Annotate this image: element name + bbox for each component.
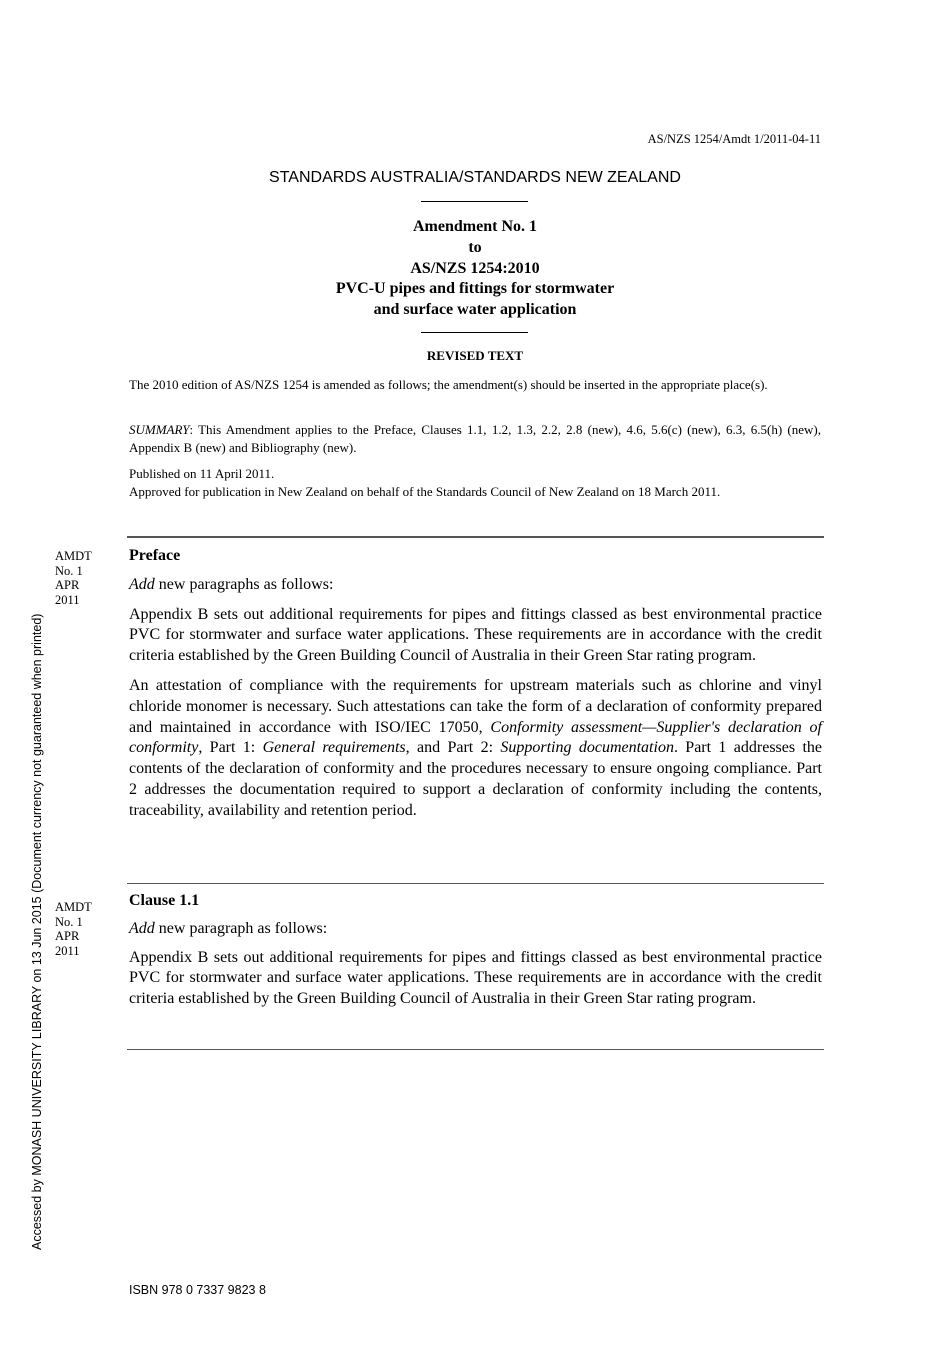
title-line: PVC-U pipes and fittings for stormwater xyxy=(335,280,615,298)
title-line: and surface water application xyxy=(373,301,577,319)
section-preface xyxy=(129,546,822,822)
summary xyxy=(129,421,821,456)
section-divider xyxy=(127,536,824,538)
amendment-title xyxy=(0,217,950,321)
intro-statement: The 2010 edition of AS/NZS 1254 is amended as follows; the amendment(s) should be inserted in the appropriate place(s). xyxy=(129,377,768,392)
revised-text-heading: REVISED TEXT xyxy=(426,348,524,363)
section-divider xyxy=(127,883,824,884)
divider xyxy=(421,332,528,333)
instruction: Add new paragraph as follows: xyxy=(129,919,328,937)
amendment-margin-note: AMDT No. 1 APR 2011 xyxy=(55,549,92,607)
paragraph: Appendix B sets out additional requirements for pipes and fittings classed as best environmental practice PVC for stormwater and surface water applications. These requirements are in accordance with the credit criteria established by the Green Building Council of Australia in their Green Star rating program. xyxy=(129,605,822,665)
paragraph: Appendix B sets out additional requirements for pipes and fittings classed as best environmental practice PVC for stormwater and surface water applications. These requirements are in accordance with the credit criteria established by the Green Building Council of Australia in their Green Star rating program. xyxy=(129,948,822,1008)
summary-label: SUMMARY xyxy=(129,422,190,437)
divider xyxy=(421,201,528,202)
document-reference: AS/NZS 1254/Amdt 1/2011-04-11 xyxy=(647,132,821,146)
approval-note: Approved for publication in New Zealand on behalf of the Standards Council of New Zealand on 18 March 2011. xyxy=(129,483,721,499)
instruction: Add new paragraphs as follows: xyxy=(129,575,334,593)
section-clause-1-1 xyxy=(129,891,822,1010)
access-watermark: Accessed by MONASH UNIVERSITY LIBRARY on 13 Jun 2015 (Document currency not guaranteed when printed) xyxy=(30,613,44,1250)
organization-name: STANDARDS AUSTRALIA/STANDARDS NEW ZEALAND xyxy=(269,169,681,186)
summary-text: : This Amendment applies to the Preface, Clauses 1.1, 1.2, 1.3, 2.2, 2.8 (new), 4.6, 5.6(c) (new), 6.3, 6.5(h) (new), Appendix B (new) and Bibliography (new). xyxy=(129,422,821,455)
section-divider xyxy=(127,1049,824,1050)
amendment-margin-note: AMDT No. 1 APR 2011 xyxy=(55,900,92,958)
title-line: to xyxy=(468,238,482,256)
title-line: Amendment No. 1 xyxy=(413,218,537,235)
isbn: ISBN 978 0 7337 9823 8 xyxy=(129,1283,266,1297)
section-heading: Clause 1.1 xyxy=(129,892,200,909)
section-heading: Preface xyxy=(129,547,181,564)
published-date: Published on 11 April 2011. xyxy=(129,466,275,481)
title-line: AS/NZS 1254:2010 xyxy=(410,259,540,277)
publication-info xyxy=(129,465,821,500)
paragraph: An attestation of compliance with the requirements for upstream materials such as chlorine and vinyl chloride monomer is necessary. Such attestations can take the form of a declaration of conformity prepared and maintained in accordance with ISO/IEC 17050, Conformity assessment—Supplier's declaration of conformity, Part 1: General requirements, and Part 2: Supporting documentation. Part 1 addresses the contents of the declaration of conformity and the procedures necessary to ensure ongoing compliance. Part 2 addresses the documentation required to support a declaration of conformity including the contents, traceability, availability and retention period. xyxy=(129,676,822,819)
